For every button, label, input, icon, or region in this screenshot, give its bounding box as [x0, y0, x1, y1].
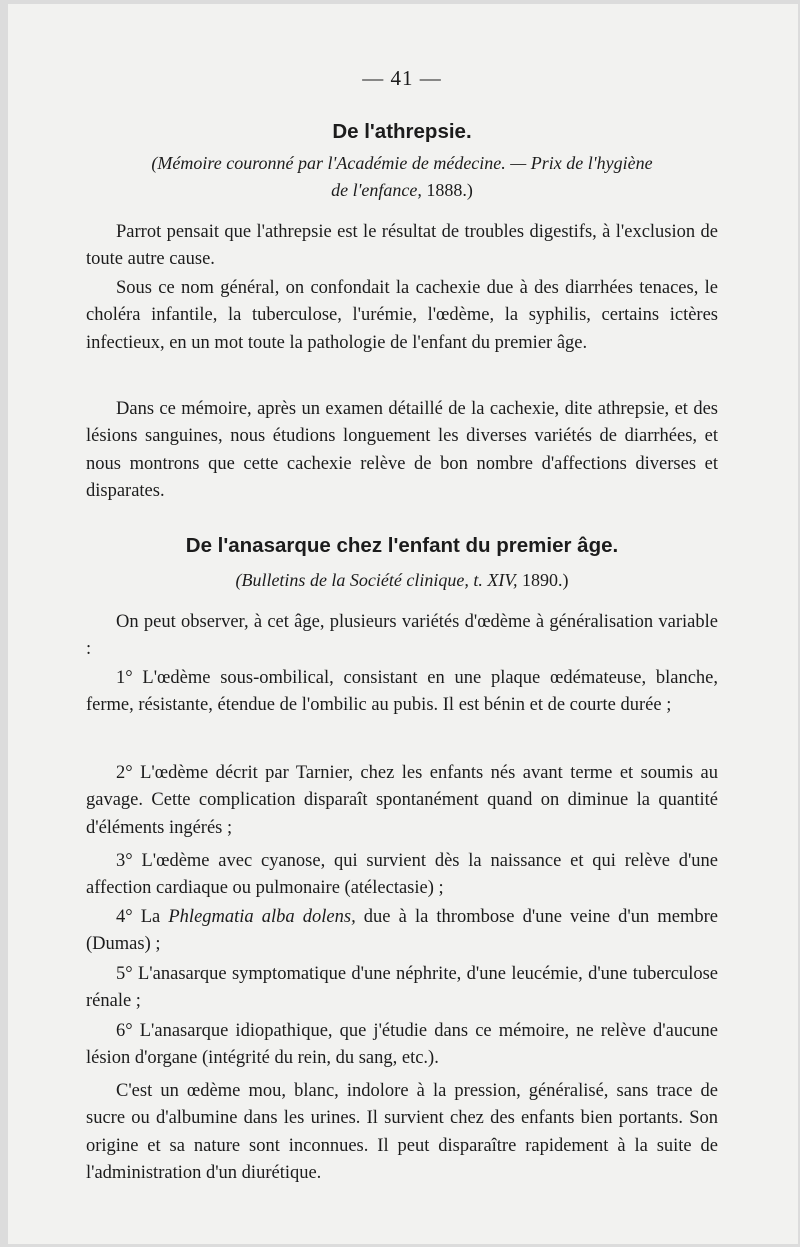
- source-line-2-year: 1888.): [421, 180, 473, 200]
- paragraph: C'est un œdème mou, blanc, indolore à la pression, généralisé, sans trace de sucre ou d'albumine dans les urines. Il survient chez des enfants bien portants. Son origine et sa nature sont inconnues. Il peut disparaître rapidement à la suite de l'administration d'un diurétique.: [86, 1081, 718, 1184]
- source-line-1: (Mémoire couronné par l'Académie de médecine. — Prix de l'hygiène: [151, 153, 653, 173]
- phlegmatia-italic: Phlegmatia alba dolens,: [168, 907, 356, 927]
- item-number: 4° La: [116, 907, 169, 927]
- page-number: — 41 —: [362, 66, 442, 90]
- section-source-athrepsie: [86, 150, 718, 204]
- paragraph: Sous ce nom général, on confondait la cachexie due à des diarrhées tenaces, le choléra infantile, la tuberculose, l'urémie, l'œdème, la syphilis, certains ictères infectieux, en un mot toute la pathologie de l'enfant du premier âge.: [86, 278, 718, 353]
- source-year: 1890.): [517, 570, 569, 590]
- list-item: 3° L'œdème avec cyanose, qui survient dès la naissance et qui relève d'une affection cardiaque ou pulmonaire (atélectasie) ;: [86, 851, 718, 899]
- book-page: [8, 4, 798, 1244]
- section-title-anasarque: De l'anasarque chez l'enfant du premier âge.: [185, 534, 619, 557]
- paragraph: Dans ce mémoire, après un examen détaillé de la cachexie, dite athrepsie, et des lésions sanguines, nous étudions longuement les diverses variétés de diarrhées, et nous montrons que cette cachexie relève de bon nombre d'affections diverses et disparates.: [86, 399, 718, 502]
- list-item: [86, 904, 718, 959]
- section-source-anasarque: [86, 567, 718, 594]
- source-line-2-italic: de l'enfance,: [331, 180, 422, 200]
- paragraph: On peut observer, à cet âge, plusieurs variétés d'œdème à généralisation variable :: [86, 612, 718, 660]
- list-item: 2° L'œdème décrit par Tarnier, chez les enfants nés avant terme et soumis au gavage. Cette complication disparaît spontanément quand on diminue la quantité d'éléments ingérés ;: [86, 763, 718, 838]
- list-item: 6° L'anasarque idiopathique, que j'étudie dans ce mémoire, ne relève d'aucune lésion d'organe (intégrité du rein, du sang, etc.).: [86, 1021, 718, 1069]
- item-text: due à la thrombose d'une veine d'un membre (Dumas) ;: [86, 907, 718, 955]
- source-italic: (Bulletins de la Société clinique, t. XIV,: [235, 570, 518, 590]
- list-item: 5° L'anasarque symptomatique d'une néphrite, d'une leucémie, d'une tuberculose rénale ;: [86, 964, 718, 1012]
- paragraph: Parrot pensait que l'athrepsie est le résultat de troubles digestifs, à l'exclusion de toute autre cause.: [86, 222, 718, 270]
- list-item: 1° L'œdème sous-ombilical, consistant en une plaque œdémateuse, blanche, ferme, résistante, étendue de l'ombilic au pubis. Il est bénin et de courte durée ;: [86, 668, 718, 716]
- section-title-athrepsie: De l'athrepsie.: [332, 120, 472, 143]
